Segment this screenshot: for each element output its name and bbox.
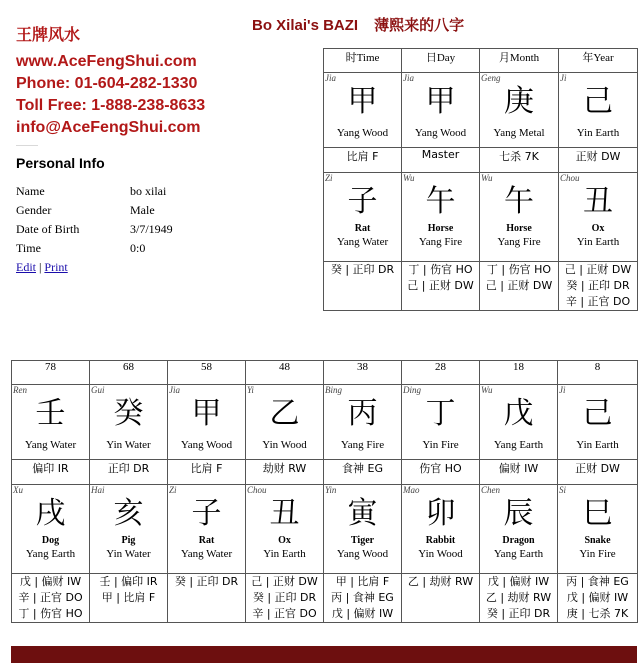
branch-pinyin: Zi bbox=[325, 173, 333, 183]
brand-email: info@AceFengShui.com bbox=[16, 119, 201, 136]
luck-header: 28 bbox=[402, 361, 480, 385]
stem-character: 乙 bbox=[269, 396, 300, 431]
pillar-header: 月Month bbox=[480, 49, 559, 73]
branch-element: Yang Water bbox=[180, 548, 233, 560]
pillar-header: 日Day bbox=[402, 49, 480, 73]
stem-element: Yin Fire bbox=[422, 439, 459, 451]
hidden-stems-cell bbox=[246, 574, 324, 623]
branch-element: Yin Water bbox=[106, 548, 151, 560]
stem-character: 己 bbox=[583, 84, 613, 119]
zodiac-animal: Dragon bbox=[502, 535, 535, 546]
branch-element: Yin Fire bbox=[579, 548, 616, 560]
zodiac-animal: Rabbit bbox=[425, 535, 456, 546]
branch-character: 戌 bbox=[35, 496, 66, 531]
hidden-stems-cell bbox=[90, 574, 168, 623]
branch-character: 丑 bbox=[269, 496, 300, 531]
earthly-branch-cell bbox=[168, 485, 246, 574]
heavenly-stem-cell bbox=[324, 73, 402, 148]
ten-god-label: 偏财 IW bbox=[480, 460, 558, 485]
branch-character: 子 bbox=[191, 496, 222, 531]
luck-pillars-table bbox=[11, 360, 638, 623]
ten-god-label: 正财 DW bbox=[559, 148, 638, 173]
hidden-stems-cell bbox=[480, 574, 558, 623]
hidden-stem: 戊 | 偏财 IW bbox=[331, 607, 394, 620]
hidden-stem: 己 | 正财 DW bbox=[407, 279, 474, 292]
hidden-stem: 乙 | 劫财 RW bbox=[485, 591, 552, 604]
hidden-stem: 癸 | 正印 DR bbox=[486, 607, 551, 620]
stem-element: Yang Wood bbox=[336, 127, 389, 139]
branch-character: 卯 bbox=[425, 496, 456, 531]
hidden-stem: 丙 | 食神 EG bbox=[566, 575, 629, 588]
stem-pinyin: Geng bbox=[481, 73, 501, 83]
branch-element: Yang Fire bbox=[418, 236, 463, 248]
zodiac-animal: Pig bbox=[121, 535, 136, 546]
hidden-stems-cell bbox=[558, 574, 638, 623]
divider bbox=[16, 145, 38, 146]
stem-character: 丙 bbox=[347, 396, 378, 431]
hidden-stem: 丁 | 伤官 HO bbox=[18, 607, 83, 620]
brand-phone: Phone: 01-604-282-1330 bbox=[16, 75, 198, 92]
personal-info-value: bo xilai bbox=[130, 184, 167, 198]
branch-pinyin: Chou bbox=[560, 173, 580, 183]
branch-pinyin: Chou bbox=[247, 485, 267, 495]
personal-info-label: Gender bbox=[16, 203, 52, 217]
stem-element: Yin Earth bbox=[576, 127, 620, 139]
personal-info-value: 3/7/1949 bbox=[130, 222, 173, 236]
hidden-stem: 戊 | 偏财 IW bbox=[19, 575, 82, 588]
stem-character: 丁 bbox=[425, 396, 456, 431]
personal-info-heading: Personal Info bbox=[16, 155, 105, 171]
stem-pinyin: Ding bbox=[403, 385, 421, 395]
stem-pinyin: Jia bbox=[403, 73, 414, 83]
stem-character: 庚 bbox=[504, 84, 534, 119]
earthly-branch-cell bbox=[324, 173, 402, 262]
hidden-stem: 甲 | 比肩 F bbox=[101, 591, 156, 604]
hidden-stems-cell bbox=[480, 262, 559, 311]
branch-character: 午 bbox=[504, 184, 534, 219]
branch-pinyin: Si bbox=[559, 485, 567, 495]
hidden-stem: 癸 | 正印 DR bbox=[566, 279, 630, 292]
stem-element: Yin Water bbox=[106, 439, 151, 451]
luck-header: 78 bbox=[12, 361, 90, 385]
heavenly-stem-cell bbox=[402, 73, 480, 148]
hidden-stems-cell bbox=[402, 574, 480, 623]
personal-info-value: 0:0 bbox=[130, 241, 146, 255]
hidden-stem: 甲 | 比肩 F bbox=[335, 575, 390, 588]
luck-header: 18 bbox=[480, 361, 558, 385]
branch-element: Yin Earth bbox=[263, 548, 306, 560]
stem-pinyin: Bing bbox=[325, 385, 342, 395]
brand-block bbox=[16, 22, 205, 139]
branch-element: Yin Wood bbox=[418, 548, 463, 560]
heavenly-stem-cell bbox=[402, 385, 480, 460]
ten-god-label: 食神 EG bbox=[324, 460, 402, 485]
hidden-stem: 辛 | 正官 DO bbox=[18, 591, 83, 604]
pillar-header: 年Year bbox=[559, 49, 638, 73]
four-pillars-table bbox=[323, 48, 638, 311]
branch-element: Yang Earth bbox=[493, 548, 544, 560]
earthly-branch-cell bbox=[559, 173, 638, 262]
hidden-stems-cell bbox=[324, 262, 402, 311]
stem-element: Yang Wood bbox=[414, 127, 467, 139]
hidden-stem: 丁 | 伤官 HO bbox=[408, 263, 473, 276]
ten-god-label: 偏印 IR bbox=[12, 460, 90, 485]
stem-character: 戊 bbox=[503, 396, 534, 431]
heavenly-stem-cell bbox=[12, 385, 90, 460]
stem-pinyin: Ji bbox=[560, 73, 567, 83]
hidden-stem: 辛 | 正官 DO bbox=[565, 295, 631, 308]
heavenly-stem-cell bbox=[90, 385, 168, 460]
luck-header: 8 bbox=[558, 361, 638, 385]
pillar-header: 时Time bbox=[324, 49, 402, 73]
earthly-branch-cell bbox=[480, 485, 558, 574]
earthly-branch-cell bbox=[480, 173, 559, 262]
heavenly-stem-cell bbox=[480, 73, 559, 148]
branch-character: 亥 bbox=[113, 496, 144, 531]
stem-pinyin: Gui bbox=[91, 385, 105, 395]
luck-header: 48 bbox=[246, 361, 324, 385]
branch-character: 巳 bbox=[582, 496, 613, 531]
hidden-stems-cell bbox=[324, 574, 402, 623]
zodiac-animal: Rat bbox=[354, 223, 371, 234]
earthly-branch-cell bbox=[12, 485, 90, 574]
stem-character: 甲 bbox=[425, 84, 456, 119]
stem-element: Yang Earth bbox=[493, 439, 544, 451]
stem-pinyin: Ren bbox=[13, 385, 27, 395]
branch-character: 丑 bbox=[583, 184, 613, 219]
stem-element: Yang Wood bbox=[180, 439, 233, 451]
stem-pinyin: Wu bbox=[481, 385, 493, 395]
hidden-stem: 丁 | 伤官 HO bbox=[486, 263, 552, 276]
branch-pinyin: Hai bbox=[91, 485, 105, 495]
personal-info-label: Name bbox=[16, 184, 45, 198]
ten-god-label: Master bbox=[402, 148, 480, 173]
stem-character: 癸 bbox=[113, 396, 144, 431]
stem-element: Yang Water bbox=[24, 439, 77, 451]
branch-character: 寅 bbox=[347, 496, 378, 531]
link-divider: | bbox=[39, 260, 42, 274]
personal-info-label: Time bbox=[16, 241, 41, 255]
heavenly-stem-cell bbox=[246, 385, 324, 460]
zodiac-animal: Horse bbox=[427, 223, 454, 234]
stem-pinyin: Yi bbox=[247, 385, 254, 395]
stem-element: Yin Wood bbox=[262, 439, 307, 451]
zodiac-animal: Snake bbox=[584, 535, 611, 546]
branch-element: Yang Water bbox=[336, 236, 389, 248]
stem-pinyin: Jia bbox=[169, 385, 180, 395]
branch-pinyin: Mao bbox=[403, 485, 420, 495]
ten-god-label: 比肩 F bbox=[168, 460, 246, 485]
hidden-stem: 戊 | 偏财 IW bbox=[566, 591, 629, 604]
stem-character: 甲 bbox=[347, 84, 378, 119]
ten-god-label: 正财 DW bbox=[558, 460, 638, 485]
branch-character: 午 bbox=[425, 184, 456, 219]
hidden-stems-cell bbox=[559, 262, 638, 311]
hidden-stem: 乙 | 劫财 RW bbox=[407, 575, 474, 588]
edit-link[interactable]: Edit bbox=[16, 260, 36, 274]
hidden-stem: 己 | 正财 DW bbox=[251, 575, 318, 588]
zodiac-animal: Horse bbox=[506, 223, 532, 234]
hidden-stem: 庚 | 七杀 7K bbox=[566, 607, 629, 620]
luck-header: 58 bbox=[168, 361, 246, 385]
zodiac-animal: Rat bbox=[198, 535, 215, 546]
personal-info-label: Date of Birth bbox=[16, 222, 80, 236]
brand-chinese-name: 王牌风水 bbox=[16, 27, 81, 44]
earthly-branch-cell bbox=[558, 485, 638, 574]
hidden-stems-cell bbox=[12, 574, 90, 623]
brand-tollfree: Toll Free: 1-888-238-8633 bbox=[16, 97, 206, 114]
page-title-en: Bo Xilai's BAZI bbox=[252, 17, 359, 34]
zodiac-animal: Dog bbox=[41, 535, 60, 546]
zodiac-animal: Ox bbox=[591, 223, 605, 234]
hidden-stem: 辛 | 正官 DO bbox=[252, 607, 317, 620]
stem-element: Yang Fire bbox=[340, 439, 385, 451]
branch-element: Yang Fire bbox=[497, 236, 541, 248]
branch-element: Yin Earth bbox=[576, 236, 620, 248]
luck-header: 68 bbox=[90, 361, 168, 385]
stem-element: Yang Metal bbox=[493, 127, 545, 139]
footer-bar bbox=[11, 646, 637, 663]
ten-god-label: 正印 DR bbox=[90, 460, 168, 485]
stem-pinyin: Jia bbox=[325, 73, 336, 83]
earthly-branch-cell bbox=[324, 485, 402, 574]
branch-element: Yang Earth bbox=[25, 548, 76, 560]
hidden-stem: 己 | 正财 DW bbox=[564, 263, 632, 276]
personal-info-actions bbox=[16, 260, 68, 275]
earthly-branch-cell bbox=[402, 173, 480, 262]
hidden-stems-cell bbox=[402, 262, 480, 311]
hidden-stem: 癸 | 正印 DR bbox=[330, 263, 395, 276]
hidden-stem: 癸 | 正印 DR bbox=[252, 591, 317, 604]
hidden-stem: 壬 | 偏印 IR bbox=[99, 575, 158, 588]
stem-pinyin: Ji bbox=[559, 385, 566, 395]
stem-character: 己 bbox=[582, 396, 613, 431]
branch-pinyin: Xu bbox=[13, 485, 23, 495]
ten-god-label: 七杀 7K bbox=[480, 148, 559, 173]
zodiac-animal: Tiger bbox=[350, 535, 375, 546]
branch-pinyin: Wu bbox=[481, 173, 493, 183]
branch-character: 子 bbox=[347, 184, 378, 219]
heavenly-stem-cell bbox=[480, 385, 558, 460]
branch-pinyin: Wu bbox=[403, 173, 415, 183]
branch-pinyin: Chen bbox=[481, 485, 500, 495]
branch-character: 辰 bbox=[503, 496, 534, 531]
hidden-stem: 丙 | 食神 EG bbox=[331, 591, 394, 604]
ten-god-label: 伤官 HO bbox=[402, 460, 480, 485]
brand-website: www.AceFengShui.com bbox=[16, 53, 197, 70]
heavenly-stem-cell bbox=[168, 385, 246, 460]
page-title-cn: 薄熙来的八字 bbox=[374, 17, 465, 34]
luck-header: 38 bbox=[324, 361, 402, 385]
stem-character: 壬 bbox=[35, 396, 66, 431]
earthly-branch-cell bbox=[90, 485, 168, 574]
branch-pinyin: Zi bbox=[169, 485, 177, 495]
branch-element: Yang Wood bbox=[336, 548, 389, 560]
heavenly-stem-cell bbox=[559, 73, 638, 148]
ten-god-label: 劫财 RW bbox=[246, 460, 324, 485]
heavenly-stem-cell bbox=[324, 385, 402, 460]
hidden-stem: 癸 | 正印 DR bbox=[174, 575, 239, 588]
personal-info-value: Male bbox=[130, 203, 155, 217]
earthly-branch-cell bbox=[402, 485, 480, 574]
print-link[interactable]: Print bbox=[44, 260, 68, 274]
stem-element: Yin Earth bbox=[576, 439, 619, 451]
heavenly-stem-cell bbox=[558, 385, 638, 460]
zodiac-animal: Ox bbox=[278, 535, 291, 546]
stem-character: 甲 bbox=[191, 396, 222, 431]
hidden-stem: 戊 | 偏财 IW bbox=[487, 575, 550, 588]
branch-pinyin: Yin bbox=[325, 485, 337, 495]
ten-god-label: 比肩 F bbox=[324, 148, 402, 173]
earthly-branch-cell bbox=[246, 485, 324, 574]
hidden-stem: 己 | 正财 DW bbox=[485, 279, 553, 292]
page-title bbox=[252, 14, 464, 35]
hidden-stems-cell bbox=[168, 574, 246, 623]
